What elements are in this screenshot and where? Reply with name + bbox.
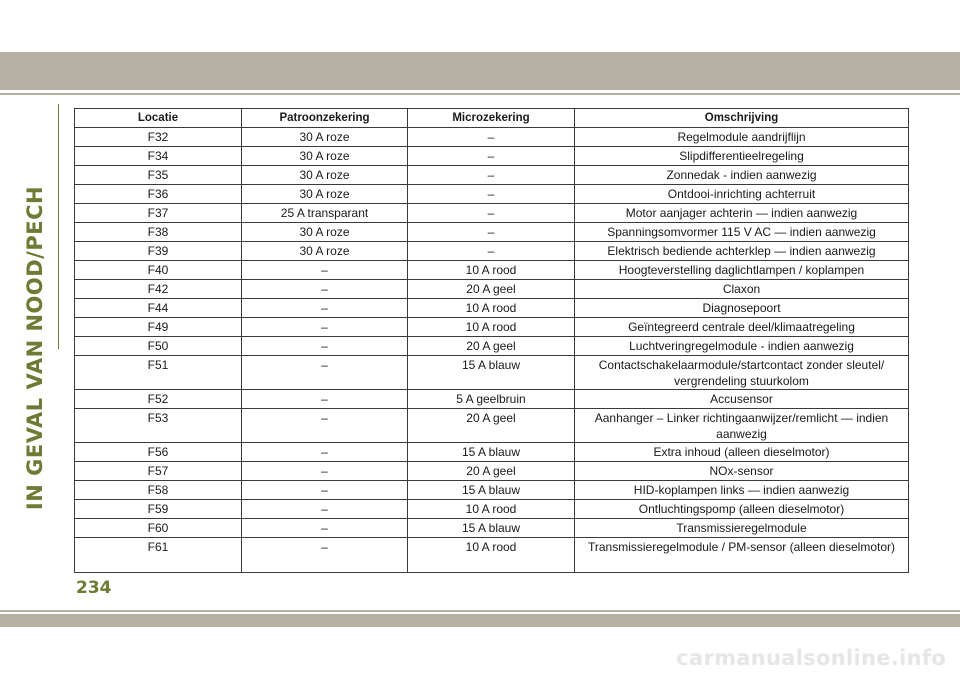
cell-microzekering: 15 A blauw xyxy=(408,481,575,500)
cell-locatie: F42 xyxy=(75,280,242,299)
table-row xyxy=(75,409,909,443)
cell-patroonzekering: 30 A roze xyxy=(242,128,408,147)
cell-microzekering: 10 A rood xyxy=(408,538,575,573)
cell-microzekering: – xyxy=(408,128,575,147)
watermark: carmanualsonline.info xyxy=(676,646,946,670)
cell-locatie: F52 xyxy=(75,390,242,409)
cell-patroonzekering: – xyxy=(242,280,408,299)
table-row xyxy=(75,337,909,356)
cell-microzekering: 20 A geel xyxy=(408,280,575,299)
cell-microzekering: – xyxy=(408,166,575,185)
cell-omschrijving: Transmissieregelmodule / PM-sensor (alleen dieselmotor) xyxy=(575,538,909,573)
table-row xyxy=(75,242,909,261)
cell-omschrijving: Hoogteverstelling daglichtlampen / koplampen xyxy=(575,261,909,280)
cell-locatie: F44 xyxy=(75,299,242,318)
cell-omschrijving: Aanhanger – Linker richtingaanwijzer/remlicht — indien aanwezig xyxy=(575,409,909,443)
cell-locatie: F60 xyxy=(75,519,242,538)
page-number: 234 xyxy=(76,578,112,598)
cell-microzekering: – xyxy=(408,204,575,223)
cell-patroonzekering: 30 A roze xyxy=(242,147,408,166)
table-row xyxy=(75,280,909,299)
cell-omschrijving: Ontdooi-inrichting achterruit xyxy=(575,185,909,204)
cell-locatie: F56 xyxy=(75,443,242,462)
cell-omschrijving: Extra inhoud (alleen dieselmotor) xyxy=(575,443,909,462)
table-row xyxy=(75,166,909,185)
cell-microzekering: 15 A blauw xyxy=(408,356,575,390)
cell-omschrijving: Accusensor xyxy=(575,390,909,409)
section-title-text: IN GEVAL VAN NOOD/PECH xyxy=(23,185,47,511)
table-row xyxy=(75,462,909,481)
cell-omschrijving: Diagnosepoort xyxy=(575,299,909,318)
cell-patroonzekering: – xyxy=(242,481,408,500)
cell-omschrijving: Luchtveringregelmodule - indien aanwezig xyxy=(575,337,909,356)
table-row xyxy=(75,519,909,538)
cell-locatie: F34 xyxy=(75,147,242,166)
table-header-row xyxy=(75,109,909,128)
header-microzekering: Microzekering xyxy=(408,109,575,128)
header-locatie: Locatie xyxy=(75,109,242,128)
table-row xyxy=(75,204,909,223)
footer-band xyxy=(0,614,960,627)
table-row xyxy=(75,128,909,147)
cell-omschrijving: Motor aanjager achterin — indien aanwezig xyxy=(575,204,909,223)
cell-locatie: F59 xyxy=(75,500,242,519)
header-rule xyxy=(0,93,960,95)
cell-locatie: F39 xyxy=(75,242,242,261)
table-row xyxy=(75,390,909,409)
cell-omschrijving: Ontluchtingspomp (alleen dieselmotor) xyxy=(575,500,909,519)
cell-microzekering: 10 A rood xyxy=(408,299,575,318)
cell-locatie: F38 xyxy=(75,223,242,242)
cell-microzekering: 20 A geel xyxy=(408,337,575,356)
cell-microzekering: – xyxy=(408,242,575,261)
table-row xyxy=(75,185,909,204)
table-row xyxy=(75,318,909,337)
cell-locatie: F49 xyxy=(75,318,242,337)
cell-patroonzekering: 30 A roze xyxy=(242,185,408,204)
cell-omschrijving: Spanningsomvormer 115 V AC — indien aanwezig xyxy=(575,223,909,242)
cell-patroonzekering: 25 A transparant xyxy=(242,204,408,223)
cell-microzekering: 10 A rood xyxy=(408,318,575,337)
cell-patroonzekering: – xyxy=(242,299,408,318)
cell-patroonzekering: – xyxy=(242,318,408,337)
table-row xyxy=(75,538,909,573)
cell-microzekering: 10 A rood xyxy=(408,261,575,280)
table-row xyxy=(75,500,909,519)
table-row xyxy=(75,147,909,166)
cell-locatie: F36 xyxy=(75,185,242,204)
table-body xyxy=(75,128,909,573)
cell-patroonzekering: 30 A roze xyxy=(242,242,408,261)
cell-omschrijving: Transmissieregelmodule xyxy=(575,519,909,538)
cell-locatie: F37 xyxy=(75,204,242,223)
cell-locatie: F50 xyxy=(75,337,242,356)
table-row xyxy=(75,356,909,390)
footer-rule xyxy=(0,610,960,612)
header-omschrijving: Omschrijving xyxy=(575,109,909,128)
cell-microzekering: – xyxy=(408,147,575,166)
cell-locatie: F61 xyxy=(75,538,242,573)
cell-omschrijving: NOx-sensor xyxy=(575,462,909,481)
table-row xyxy=(75,261,909,280)
cell-locatie: F32 xyxy=(75,128,242,147)
cell-microzekering: 15 A blauw xyxy=(408,519,575,538)
cell-locatie: F51 xyxy=(75,356,242,390)
table-row xyxy=(75,443,909,462)
cell-patroonzekering: – xyxy=(242,538,408,573)
cell-patroonzekering: – xyxy=(242,409,408,443)
cell-omschrijving: Geïntegreerd centrale deel/klimaatregeling xyxy=(575,318,909,337)
cell-patroonzekering: – xyxy=(242,443,408,462)
cell-patroonzekering: – xyxy=(242,519,408,538)
cell-patroonzekering: – xyxy=(242,356,408,390)
cell-locatie: F58 xyxy=(75,481,242,500)
cell-patroonzekering: – xyxy=(242,337,408,356)
cell-patroonzekering: 30 A roze xyxy=(242,166,408,185)
cell-omschrijving: Zonnedak - indien aanwezig xyxy=(575,166,909,185)
cell-microzekering: 20 A geel xyxy=(408,409,575,443)
cell-patroonzekering: – xyxy=(242,500,408,519)
cell-omschrijving: Regelmodule aandrijflijn xyxy=(575,128,909,147)
section-title-rule xyxy=(58,104,59,349)
cell-locatie: F57 xyxy=(75,462,242,481)
fuse-table xyxy=(74,108,909,573)
cell-microzekering: 15 A blauw xyxy=(408,443,575,462)
cell-omschrijving: HID-koplampen links — indien aanwezig xyxy=(575,481,909,500)
cell-patroonzekering: 30 A roze xyxy=(242,223,408,242)
cell-locatie: F40 xyxy=(75,261,242,280)
cell-microzekering: 20 A geel xyxy=(408,462,575,481)
cell-patroonzekering: – xyxy=(242,390,408,409)
table-row xyxy=(75,481,909,500)
header-band xyxy=(0,52,960,90)
cell-patroonzekering: – xyxy=(242,261,408,280)
cell-microzekering: 10 A rood xyxy=(408,500,575,519)
cell-locatie: F35 xyxy=(75,166,242,185)
cell-locatie: F53 xyxy=(75,409,242,443)
cell-omschrijving: Contactschakelaarmodule/startcontact zonder sleutel/ vergrendeling stuurkolom xyxy=(575,356,909,390)
cell-microzekering: – xyxy=(408,185,575,204)
cell-omschrijving: Slipdifferentieelregeling xyxy=(575,147,909,166)
table-row xyxy=(75,223,909,242)
cell-omschrijving: Elektrisch bediende achterklep — indien aanwezig xyxy=(575,242,909,261)
header-patroonzekering: Patroonzekering xyxy=(242,109,408,128)
table-row xyxy=(75,299,909,318)
cell-omschrijving: Claxon xyxy=(575,280,909,299)
cell-microzekering: – xyxy=(408,223,575,242)
cell-patroonzekering: – xyxy=(242,462,408,481)
cell-microzekering: 5 A geelbruin xyxy=(408,390,575,409)
